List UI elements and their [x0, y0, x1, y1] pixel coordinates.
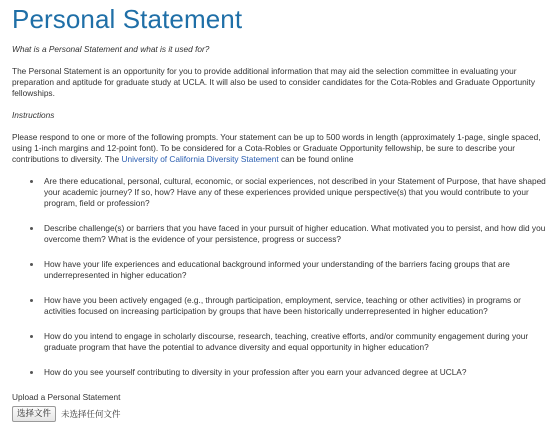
prompt-text: Are there educational, personal, cultural, economic, or social experiences, not described in your Statement of Purpose, that have shaped your academic journey? If so, how? Have any of these experiences provided unique perspective(s) that you would contribute to your program, field or profession? [44, 176, 546, 208]
prompt-item [30, 367, 548, 378]
bullet-icon [30, 335, 33, 338]
prompt-text: How do you intend to engage in scholarly discourse, research, teaching, creative efforts, and/or community engagement during your graduate program that have the potential to advance diversity and equal opportunity in higher education? [44, 331, 529, 352]
prompt-item [30, 223, 548, 245]
bullet-icon [30, 371, 33, 374]
file-upload-control [12, 406, 548, 422]
instructions-heading: Instructions [12, 110, 55, 120]
diversity-statement-link[interactable]: University of California Diversity Statement [121, 154, 279, 164]
file-status-text: 未选择任何文件 [61, 410, 121, 420]
page-title: Personal Statement [12, 4, 243, 34]
prompt-text: Describe challenge(s) or barriers that you have faced in your pursuit of higher education. What motivated you to persist, and how did you overcome them? What is the evidence of your persistence, progress or success? [44, 223, 546, 244]
instructions-paragraph [12, 132, 548, 165]
prompt-text: How have you been actively engaged (e.g., through participation, employment, service, teaching or other activities) in programs or activities focused on increasing participation by groups that have been historically underrepresented in higher education? [44, 295, 521, 316]
prompt-text: How do you see yourself contributing to diversity in your profession after you earn your advanced degree at UCLA? [44, 367, 467, 377]
instructions-text: Please respond to one or more of the following prompts. Your statement can be up to 500 words in length (approximately 1-page, single spaced, using 1-inch margins and 12-point font). To be considered for a Cota-Robles or Graduate Opportunity fellowship, be sure to describe your contributions to diversity. The [12, 132, 541, 164]
prompt-list [12, 176, 548, 378]
section-question: What is a Personal Statement and what is it used for? [12, 44, 210, 54]
bullet-icon [30, 299, 33, 302]
upload-label: Upload a Personal Statement [12, 392, 121, 402]
prompt-item [30, 176, 548, 209]
prompt-text: How have your life experiences and educational background informed your understanding of the barriers facing groups that are underrepresented in higher education? [44, 259, 510, 280]
bullet-icon [30, 263, 33, 266]
description-paragraph: The Personal Statement is an opportunity for you to provide additional information that may aid the selection committee in evaluating your preparation and aptitude for graduate study at UCLA. It will also be used to consider candidates for the Cota-Robles and Graduate Opportunity fellowships. [12, 66, 536, 98]
bullet-icon [30, 227, 33, 230]
prompt-item [30, 295, 548, 317]
choose-file-button[interactable]: 选择文件 [12, 406, 56, 422]
bullet-icon [30, 180, 33, 183]
prompt-item [30, 331, 548, 353]
instructions-tail: can be found online [281, 154, 354, 164]
prompt-item [30, 259, 548, 281]
